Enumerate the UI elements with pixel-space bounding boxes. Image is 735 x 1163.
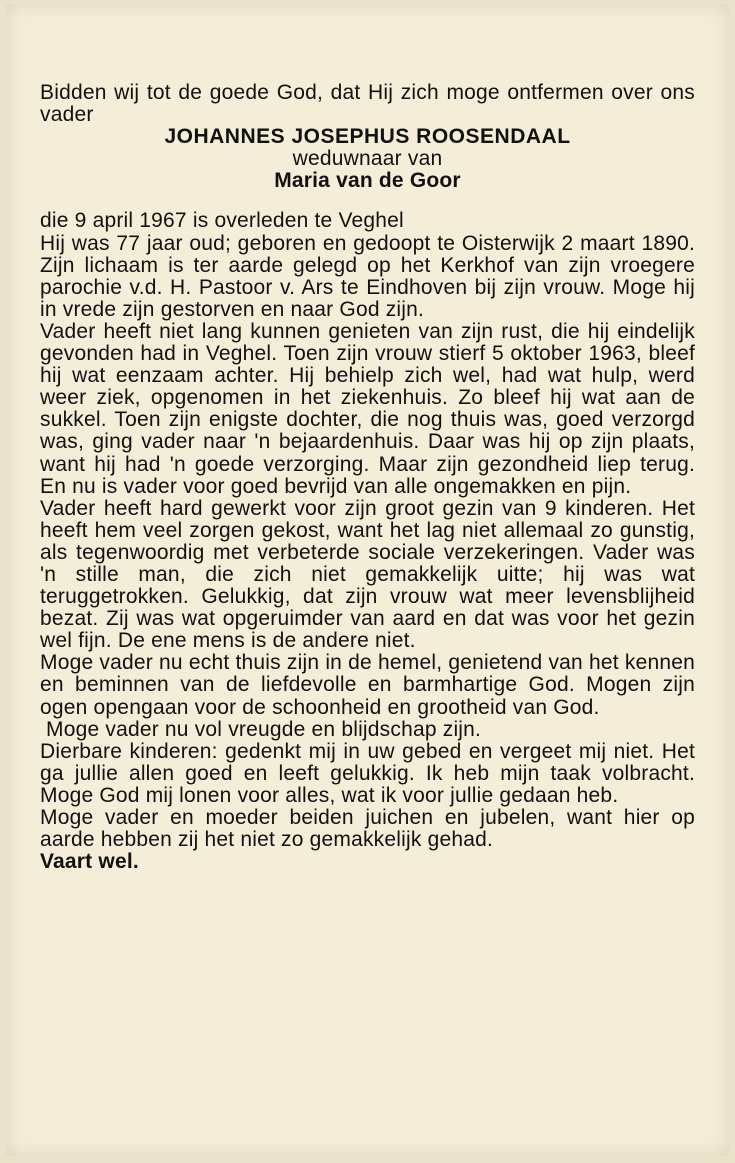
paragraph-later-life: Vader heeft niet lang kunnen genieten van zijn rust, die hij eindelijk gevonden had in Veghel. Toen zijn vrouw stierf 5 oktober 1963, bleef hij wat eenzaam achter. Hij behielp zich wel, had wat hulp, werd weer ziek, opgenomen in het ziekenhuis. Zo bleef hij wat aan de sukkel. Toen zijn enigste dochter, die nog thuis was, goed verzorgd was, ging vader naar 'n bejaardenhuis. Daar was hij op zijn plaats, want hij had 'n goede verzorging. Maar zijn gezondheid liep terug. En nu is vader voor goed bevrijd van alle ongemakken en pijn.	[40, 319, 695, 498]
paragraph-parents: Moge vader en moeder beiden juichen en jubelen, want hier op aarde hebben zij het niet zo gemakkelijk gehad.	[40, 806, 695, 852]
paragraph-biography: Hij was 77 jaar oud; geboren en gedoopt te Oisterwijk 2 maart 1890. Zijn lichaam is ter aarde gelegd op het Kerkhof van zijn vroegere parochie v.d. H. Pastoor v. Ars te Eindhoven bij zijn vrouw. Moge hij in vrede zijn gestorven en naar God zijn.	[40, 231, 695, 321]
paragraph-heaven: Moge vader nu echt thuis zijn in de hemel, genietend van het kennen en beminnen van de liefdevolle en barmhartige God. Mogen zijn ogen opengaan voor de schoonheid en grootheid van God.	[40, 651, 695, 719]
deceased-name: JOHANNES JOSEPHUS ROOSENDAAL	[164, 125, 571, 149]
spouse-name: Maria van de Goor	[274, 169, 461, 193]
intro-prayer: Bidden wij tot de goede God, dat Hij zich moge ontfermen over ons vader	[40, 81, 695, 127]
card-text	[40, 82, 695, 873]
paragraph-family: Vader heeft hard gewerkt voor zijn groot gezin van 9 kinderen. Het heeft hem veel zorgen gekost, want het lag niet allemaal zo gunstig, als tegenwoordig met verbeterde sociale verzekeringen. Vader was 'n stille man, die zich niet gemakkelijk uitte; hij was wat teruggetrokken. Gelukkig, dat zijn vrouw wat meer levensblijheid bezat. Zij was wat opgeruimder van aard en dat was voor het gezin wel fijn. De ene mens is de andere niet.	[40, 496, 695, 653]
paragraph-joy: Moge vader nu vol vreugde en blijdschap zijn.	[46, 717, 482, 741]
relation-text: weduwnaar van	[292, 147, 443, 171]
closing-line: Vaart wel.	[40, 850, 139, 874]
death-line: die 9 april 1967 is overleden te Veghel	[40, 209, 404, 233]
memorial-card	[6, 4, 729, 1156]
spacer	[40, 192, 695, 210]
paragraph-children: Dierbare kinderen: gedenkt mij in uw gebed en vergeet mij niet. Het ga jullie allen goed en leeft gelukkig. Ik heb mijn taak volbracht. Moge God mij lonen voor alles, wat ik voor jullie gedaan heb.	[40, 739, 695, 807]
